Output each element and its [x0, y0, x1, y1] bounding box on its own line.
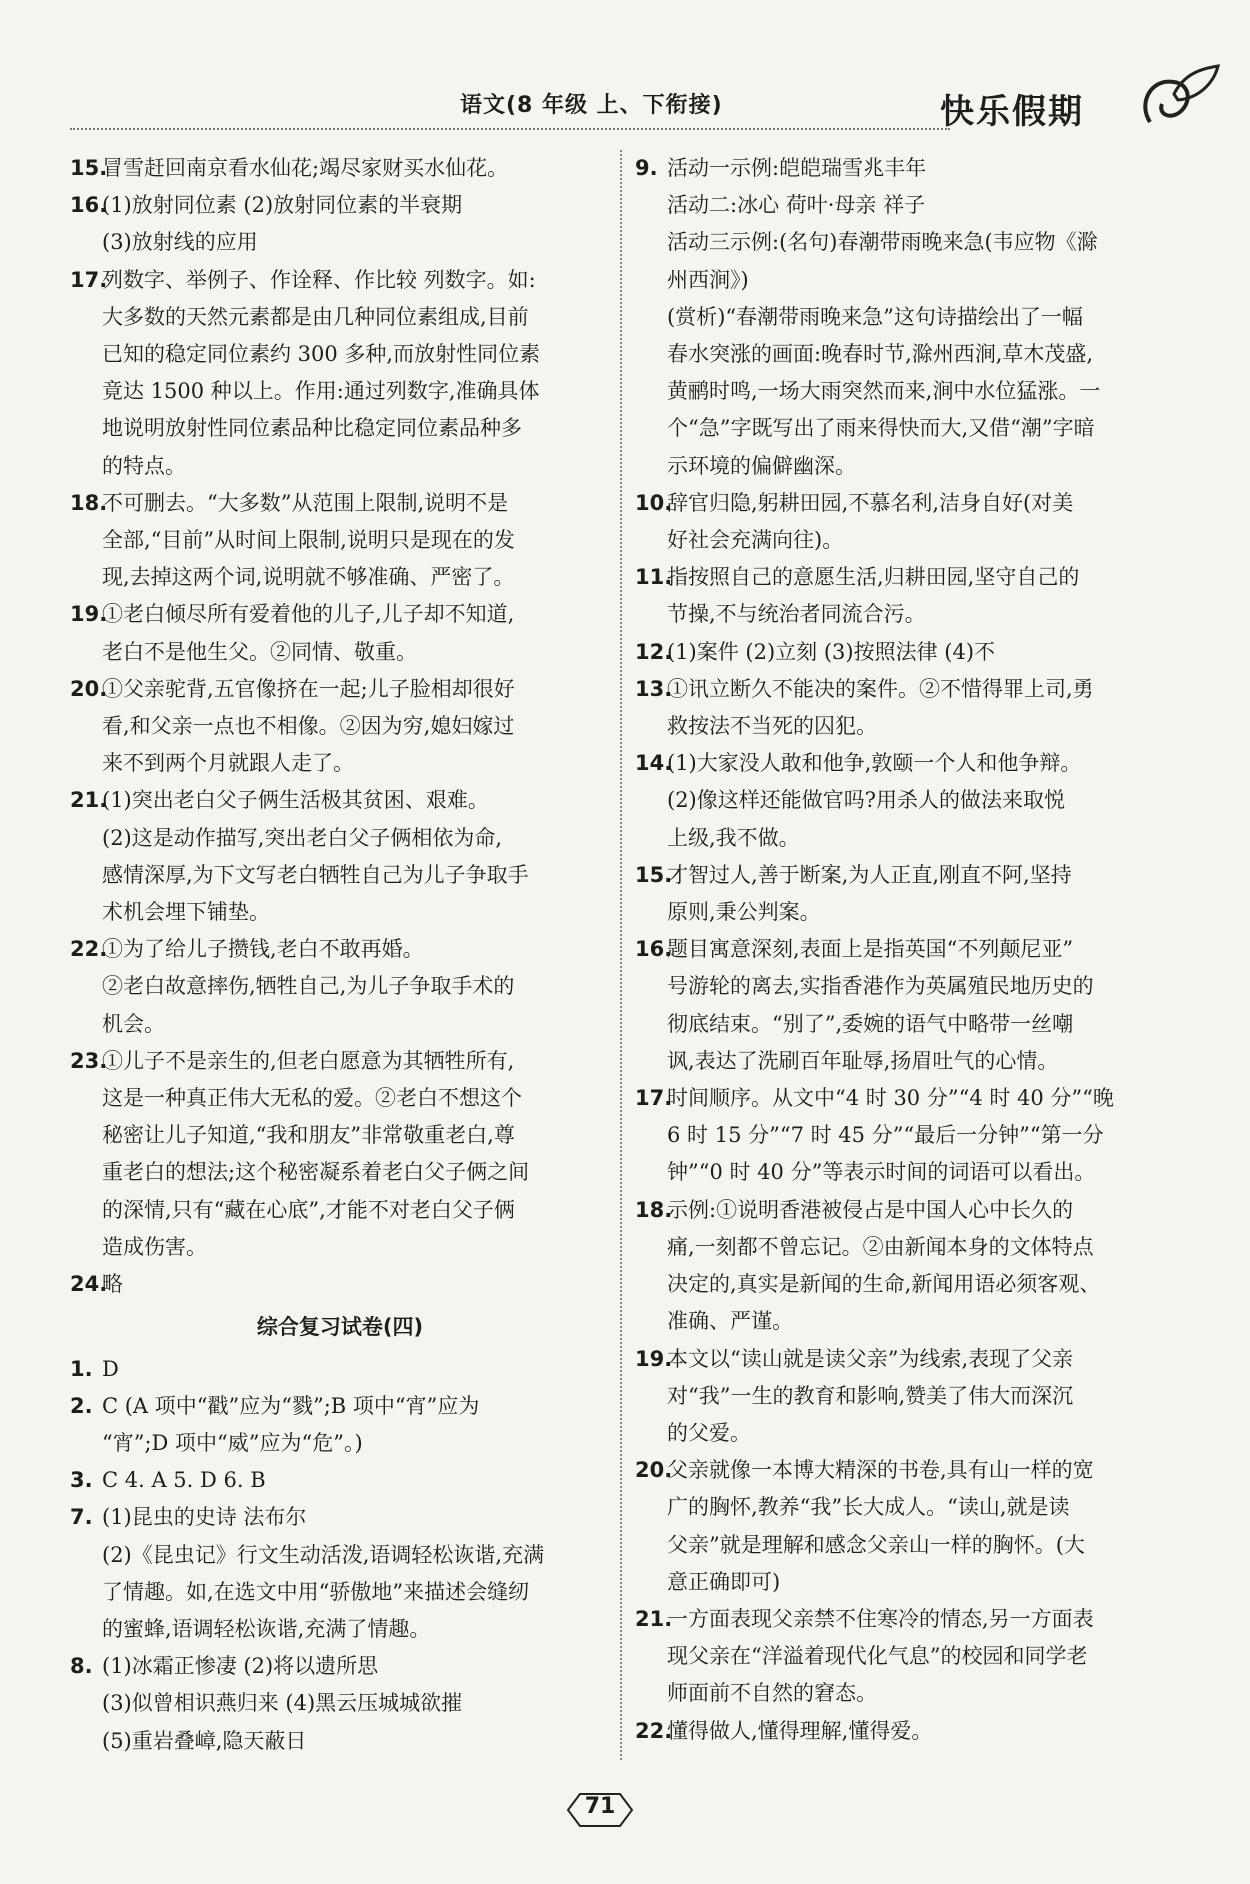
answer-line: ①老白倾尽所有爱着他的儿子,儿子却不知道, — [102, 602, 515, 627]
answer-number: 14. — [635, 751, 673, 776]
column-divider — [620, 150, 622, 1760]
answer-item — [70, 1388, 610, 1462]
answer-item — [635, 1601, 1180, 1713]
answer-line: 本文以“读山就是读父亲”为线索,表现了父亲 — [667, 1346, 1074, 1371]
answer-number: 3. — [70, 1468, 93, 1493]
answer-line: 活动二:冰心 荷叶·母亲 祥子 — [667, 193, 926, 218]
answer-line: 活动一示例:皑皑瑞雪兆丰年 — [667, 156, 927, 180]
answer-line: 准确、严谨。 — [667, 1309, 793, 1334]
answer-item — [70, 1462, 610, 1499]
answer-number: 16. — [635, 937, 673, 962]
answer-item — [635, 931, 1180, 1080]
header-brand: 快乐假期 — [940, 92, 1084, 132]
answer-line: 州西涧》) — [667, 267, 749, 292]
answer-item — [70, 485, 610, 597]
answer-line: 决定的,真实是新闻的生命,新闻用语必须客观、 — [667, 1272, 1101, 1297]
answer-line: 的深情,只有“藏在心底”,才能不对老白父子俩 — [102, 1197, 515, 1222]
answer-line: 讽,表达了洗刷百年耻辱,扬眉吐气的心情。 — [667, 1048, 1059, 1073]
answer-number: 24. — [70, 1272, 108, 1297]
answer-line: 冒雪赶回南京看水仙花;竭尽家财买水仙花。 — [102, 156, 509, 180]
page-header — [70, 70, 1220, 140]
answer-line: 黄鹂时鸣,一场大雨突然而来,涧中水位猛涨。一 — [667, 379, 1101, 404]
answer-item — [70, 1499, 610, 1648]
answer-line: 彻底结束。“别了”,委婉的语气中略带一丝嘲 — [667, 1011, 1074, 1036]
answer-line: D — [102, 1356, 119, 1381]
answer-item — [635, 150, 1180, 485]
answer-item — [635, 1452, 1180, 1601]
answer-line: 现父亲在“洋溢着现代化气息”的校园和同学老 — [667, 1644, 1088, 1669]
answer-line: 术机会埋下铺垫。 — [102, 900, 270, 925]
answer-item — [635, 857, 1180, 931]
answer-line: 题目寓意深刻,表面上是指英国“不列颠尼亚” — [667, 937, 1074, 962]
answer-line: 的蜜蜂,语调轻松诙谐,充满了情趣。 — [102, 1616, 431, 1641]
answer-item — [635, 1341, 1180, 1453]
answer-line: 师面前不自然的窘态。 — [667, 1681, 877, 1706]
answer-number: 22. — [70, 937, 108, 962]
answer-item — [70, 1351, 610, 1388]
answer-line: ①讯立断久不能决的案件。②不惜得罪上司,勇 — [667, 676, 1094, 701]
answer-line: 老白不是他生父。②同情、敬重。 — [102, 639, 417, 664]
answer-number: 22. — [635, 1718, 673, 1743]
answer-line: 意正确即可) — [667, 1569, 781, 1594]
answer-item — [70, 150, 610, 187]
answer-line: 救按法不当死的囚犯。 — [667, 714, 877, 739]
answer-line: “宵”;D 项中“威”应为“危”。) — [102, 1430, 363, 1455]
answer-line: 节操,不与统治者同流合污。 — [667, 602, 926, 627]
answer-line: 钟”“0 时 40 分”等表示时间的词语可以看出。 — [667, 1160, 1096, 1185]
answer-item — [70, 1043, 610, 1266]
answer-line: 好社会充满向往)。 — [667, 528, 844, 553]
answer-number: 19. — [635, 1346, 673, 1371]
answer-line: 现,去掉这两个词,说明就不够准确、严密了。 — [102, 565, 515, 590]
answer-line: 这是一种真正伟大无私的爱。②老白不想这个 — [102, 1086, 522, 1111]
answer-line: 了情趣。如,在选文中用“骄傲地”来描述会缝纫 — [102, 1579, 530, 1604]
answer-line: (1)突出老白父子俩生活极其贫困、艰难。 — [102, 788, 489, 813]
left-column — [70, 150, 610, 1760]
answer-item — [70, 931, 610, 1043]
answer-item — [70, 262, 610, 485]
answer-line: (1)放射同位素 (2)放射同位素的半衰期 — [102, 193, 463, 218]
answer-number: 18. — [70, 490, 108, 515]
answer-line: (1)冰霜正惨凄 (2)将以遗所思 — [102, 1654, 379, 1679]
answer-item — [635, 559, 1180, 633]
answer-number: 7. — [70, 1505, 93, 1530]
answer-number: 8. — [70, 1654, 93, 1679]
answer-line: 指按照自己的意愿生活,归耕田园,坚守自己的 — [667, 565, 1080, 590]
answer-line: 才智过人,善于断案,为人正直,刚直不阿,坚持 — [667, 862, 1072, 887]
answer-line: 感情深厚,为下文写老白牺牲自己为儿子争取手 — [102, 862, 529, 887]
answer-line: ①父亲驼背,五官像挤在一起;儿子脸相却很好 — [102, 676, 515, 701]
answer-line: 对“我”一生的教育和影响,赞美了伟大而深沉 — [667, 1383, 1074, 1408]
answer-line: 6 时 15 分”“7 时 45 分”“最后一分钟”“第一分 — [667, 1123, 1104, 1148]
answer-number: 17. — [635, 1086, 673, 1111]
answer-line: 机会。 — [102, 1011, 165, 1036]
answer-line: 不可删去。“大多数”从范围上限制,说明不是 — [102, 490, 509, 515]
answer-line: 辞官归隐,躬耕田园,不慕名利,洁身自好(对美 — [667, 490, 1074, 515]
answer-line: 个“急”字既写出了雨来得快而大,又借“潮”字暗 — [667, 416, 1095, 441]
answer-number: 21. — [70, 788, 108, 813]
answer-number: 11. — [635, 565, 673, 590]
right-column — [635, 150, 1180, 1750]
answer-number: 15. — [635, 862, 673, 887]
answer-line: ①为了给儿子攒钱,老白不敢再婚。 — [102, 937, 424, 962]
answer-number: 20. — [70, 676, 108, 701]
answer-line: (1)大家没人敢和他争,敦颐一个人和他争辩。 — [667, 751, 1082, 776]
answer-line: (2)《昆虫记》行文生动活泼,语调轻松诙谐,充满 — [102, 1542, 545, 1567]
answer-item — [70, 1648, 610, 1760]
answer-number: 15. — [70, 156, 108, 180]
answer-line: (1)昆虫的史诗 法布尔 — [102, 1505, 307, 1530]
answer-line: 痛,一刻都不曾忘记。②由新闻本身的文体特点 — [667, 1234, 1094, 1259]
answer-number: 13. — [635, 676, 673, 701]
answer-item — [70, 1266, 610, 1303]
answer-number: 23. — [70, 1048, 108, 1073]
leaf-logo-icon — [1130, 64, 1220, 134]
answer-line: 原则,秉公判案。 — [667, 900, 821, 925]
answer-item — [635, 634, 1180, 671]
page-number-text: 71 — [584, 1794, 616, 1819]
answer-line: 的特点。 — [102, 453, 186, 478]
answer-line: 懂得做人,懂得理解,懂得爱。 — [667, 1718, 933, 1743]
header-divider — [70, 128, 950, 130]
page-number — [560, 1790, 640, 1830]
answer-number: 2. — [70, 1393, 93, 1418]
answer-number: 10. — [635, 490, 673, 515]
answer-line: 活动三示例:(名句)春潮带雨晚来急(韦应物《滁 — [667, 230, 1098, 255]
answer-line: (1)案件 (2)立刻 (3)按照法律 (4)不 — [667, 639, 996, 664]
answer-line: 竟达 1500 种以上。作用:通过列数字,准确具体 — [102, 379, 540, 404]
answer-number: 17. — [70, 267, 108, 292]
answer-line: 全部,“目前”从时间上限制,说明只是现在的发 — [102, 528, 515, 553]
answer-item — [635, 745, 1180, 857]
answer-line: 一方面表现父亲禁不住寒冷的情态,另一方面表 — [667, 1606, 1094, 1631]
answer-item — [635, 1192, 1180, 1341]
answer-line: 看,和父亲一点也不相像。②因为穷,媳妇嫁过 — [102, 714, 515, 739]
answer-item — [635, 1713, 1180, 1750]
answer-item — [635, 485, 1180, 559]
answer-number: 1. — [70, 1356, 93, 1381]
answer-line: 列数字、举例子、作诠释、作比较 列数字。如: — [102, 267, 536, 292]
answer-number: 18. — [635, 1197, 673, 1222]
answer-item — [70, 187, 610, 261]
answer-line: ①儿子不是亲生的,但老白愿意为其牺牲所有, — [102, 1048, 515, 1073]
answer-number: 16. — [70, 193, 108, 218]
answer-number: 21. — [635, 1606, 673, 1631]
answer-line: 示环境的偏僻幽深。 — [667, 453, 856, 478]
answer-line: 上级,我不做。 — [667, 825, 800, 850]
answer-line: 父亲就像一本博大精深的书卷,具有山一样的宽 — [667, 1458, 1094, 1483]
answer-item — [70, 596, 610, 670]
answer-item — [635, 671, 1180, 745]
answer-number: 19. — [70, 602, 108, 627]
answer-line: 造成伤害。 — [102, 1234, 207, 1259]
answer-line: 父亲”就是理解和感念父亲山一样的胸怀。(大 — [667, 1532, 1085, 1557]
answer-line: 地说明放射性同位素品种比稳定同位素品种多 — [102, 416, 522, 441]
header-subject: 语文(8 年级 上、下衔接) — [460, 93, 723, 118]
answer-line: (3)似曾相识燕归来 (4)黑云压城城欲摧 — [102, 1691, 463, 1716]
answer-line: 号游轮的离去,实指香港作为英属殖民地历史的 — [667, 974, 1094, 999]
answer-line: 来不到两个月就跟人走了。 — [102, 751, 354, 776]
answer-line: 的父爱。 — [667, 1420, 751, 1445]
answer-line: 示例:①说明香港被侵占是中国人心中长久的 — [667, 1197, 1074, 1222]
answer-line: 已知的稳定同位素约 300 多种,而放射性同位素 — [102, 342, 541, 367]
answer-line: 春水突涨的画面:晚春时节,滁州西涧,草木茂盛, — [667, 342, 1094, 367]
answer-item — [70, 671, 610, 783]
answer-number: 20. — [635, 1458, 673, 1483]
answer-line: (2)这是动作描写,突出老白父子俩相依为命, — [102, 825, 503, 850]
answer-line: (5)重岩叠嶂,隐天蔽日 — [102, 1728, 307, 1753]
answer-line: 略 — [102, 1272, 123, 1297]
answer-line: 时间顺序。从文中“4 时 30 分”“4 时 40 分”“晚 — [667, 1086, 1114, 1111]
answer-line: 大多数的天然元素都是由几种同位素组成,目前 — [102, 304, 529, 329]
answer-line: 重老白的想法;这个秘密凝系着老白父子俩之间 — [102, 1160, 530, 1185]
answer-line: C (A 项中“戳”应为“戮”;B 项中“宵”应为 — [102, 1393, 480, 1418]
answer-item — [635, 1080, 1180, 1192]
answer-line: 广的胸怀,教养“我”长大成人。“读山,就是读 — [667, 1495, 1070, 1520]
answer-number: 9. — [635, 156, 658, 180]
answer-line: (赏析)“春潮带雨晚来急”这句诗描绘出了一幅 — [667, 304, 1083, 329]
answer-number: 12. — [635, 639, 673, 664]
answer-line: (3)放射线的应用 — [102, 230, 258, 255]
answer-line: (2)像这样还能做官吗?用杀人的做法来取悦 — [667, 788, 1066, 813]
answer-line: 秘密让儿子知道,“我和朋友”非常敬重老白,尊 — [102, 1123, 515, 1148]
section-title: 综合复习试卷(四) — [256, 1315, 424, 1340]
answer-line: ②老白故意摔伤,牺牲自己,为儿子争取手术的 — [102, 974, 515, 999]
answer-item — [70, 782, 610, 931]
answer-line: C 4. A 5. D 6. B — [102, 1468, 266, 1493]
